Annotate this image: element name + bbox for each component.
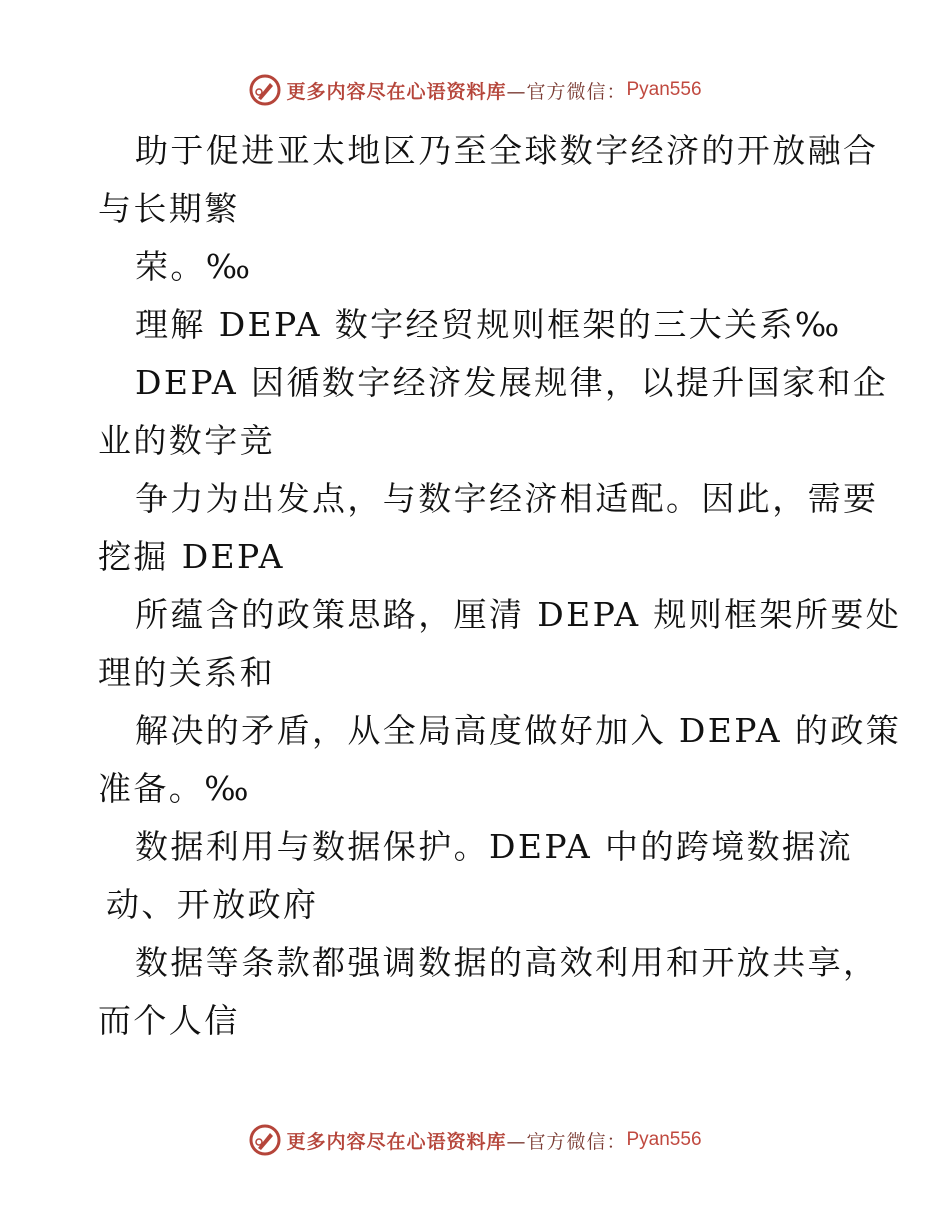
header-watermark-banner	[0, 70, 950, 110]
text-line: 理解 DEPA 数字经贸规则框架的三大关系‰	[135, 305, 842, 344]
text-line: 所蕴含的政策思路，厘清 DEPA 规则框架所要处	[135, 595, 902, 634]
text-line: 而个人信	[98, 1001, 240, 1040]
document-body	[98, 122, 902, 1050]
footer-watermark-banner	[0, 1120, 950, 1160]
banner-wechat-id: Pyan556	[626, 1129, 702, 1150]
text-line: 与长期繁	[98, 189, 240, 228]
text-line: 助于促进亚太地区乃至全球数字经济的开放融合	[135, 131, 879, 170]
text-line: 理的关系和	[98, 653, 275, 692]
banner-wechat-label: —官方微信：	[506, 80, 627, 103]
banner-wechat-id: Pyan556	[626, 79, 702, 100]
text-line: 争力为出发点，与数字经济相适配。因此，需要	[135, 479, 879, 518]
pen-logo-icon	[248, 73, 282, 107]
text-line: 挖掘 DEPA	[98, 537, 285, 576]
text-line: 解决的矛盾，从全局高度做好加入 DEPA 的政策	[135, 711, 902, 750]
pen-logo-icon	[248, 1123, 282, 1157]
text-line: 业的数字竞	[98, 421, 275, 460]
text-line: 数据利用与数据保护。DEPA 中的跨境数据流	[135, 827, 853, 866]
text-line: 准备。‰	[98, 769, 251, 808]
text-line: 荣。‰	[135, 247, 253, 286]
banner-site-name: 更多内容尽在心语资料库	[286, 80, 507, 103]
banner-site-name: 更多内容尽在心语资料库	[286, 1130, 507, 1153]
text-line: 动、开放政府	[106, 885, 319, 924]
banner-wechat-label: —官方微信：	[506, 1130, 627, 1153]
text-line: 数据等条款都强调数据的高效利用和开放共享，	[135, 943, 879, 982]
text-line: DEPA 因循数字经济发展规律，以提升国家和企	[135, 363, 889, 402]
